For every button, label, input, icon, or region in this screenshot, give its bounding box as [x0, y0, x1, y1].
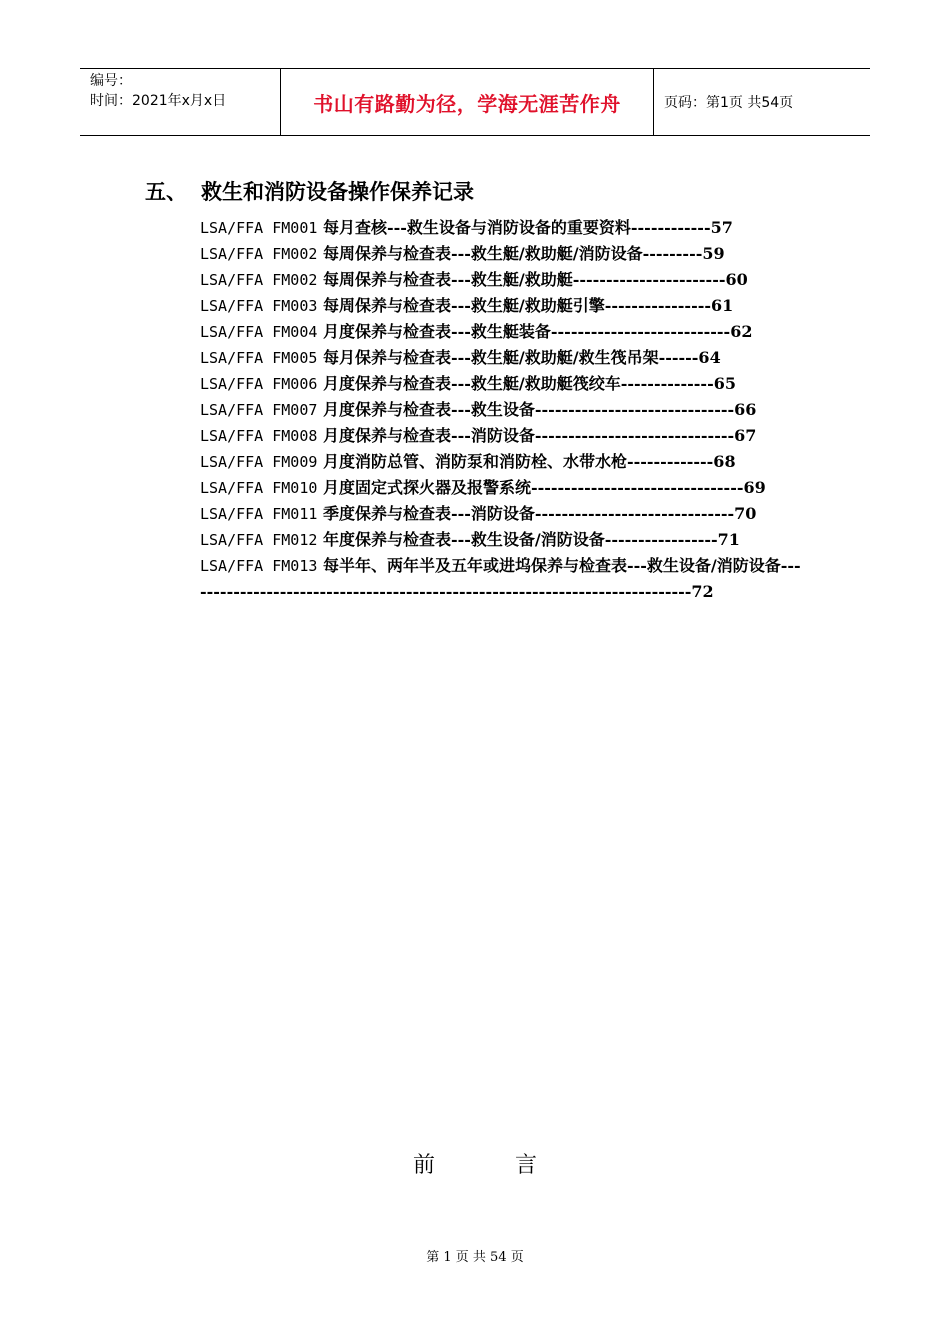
toc-item[interactable] — [200, 241, 806, 267]
header-meta — [80, 69, 281, 135]
foreword-heading: 前言 — [412, 1153, 617, 1178]
toc-item[interactable] — [200, 371, 806, 397]
table-of-contents — [200, 215, 806, 604]
toc-code: LSA/FFA FM011 — [200, 505, 318, 523]
toc-text: 每月查核---救生设备与消防设备的重要资料------------57 — [317, 218, 733, 237]
toc-item[interactable] — [200, 215, 806, 241]
section-number: 五、 — [145, 180, 187, 204]
motto: 书山有路勤为径，学海无涯苦作舟 — [313, 91, 621, 116]
toc-text: 每月保养与检查表---救生艇/救助艇/救生筏吊架------64 — [317, 348, 721, 367]
toc-text: 每周保养与检查表---救生艇/救助艇/消防设备---------59 — [317, 244, 725, 263]
header-motto-cell — [281, 69, 654, 135]
toc-code: LSA/FFA FM006 — [200, 375, 318, 393]
toc-text: 月度固定式探火器及报警系统--------------------------------69 — [317, 478, 766, 497]
toc-text: 每半年、两年半及五年或进坞保养与检查表---救生设备/消防设备-----------------------------------------------------------------------------72 — [200, 556, 801, 601]
time-label: 时间：2021年x月x日 — [90, 93, 227, 109]
toc-item[interactable] — [200, 423, 806, 449]
toc-text: 每周保养与检查表---救生艇/救助艇-----------------------60 — [317, 270, 748, 289]
toc-code: LSA/FFA FM010 — [200, 479, 318, 497]
page-header — [80, 68, 870, 136]
toc-item[interactable] — [200, 475, 806, 501]
toc-item[interactable] — [200, 319, 806, 345]
toc-text: 年度保养与检查表---救生设备/消防设备-----------------71 — [317, 530, 740, 549]
toc-text: 月度消防总管、消防泵和消防栓、水带水枪-------------68 — [317, 452, 736, 471]
toc-code: LSA/FFA FM004 — [200, 323, 318, 341]
toc-item[interactable] — [200, 267, 806, 293]
toc-code: LSA/FFA FM013 — [200, 557, 318, 575]
toc-text: 季度保养与检查表---消防设备------------------------------70 — [317, 504, 757, 523]
toc-code: LSA/FFA FM001 — [200, 219, 318, 237]
page-footer: 第 1 页 共 54 页 — [426, 1250, 524, 1265]
toc-item[interactable] — [200, 397, 806, 423]
toc-text: 月度保养与检查表---救生艇/救助艇筏绞车--------------65 — [317, 374, 736, 393]
toc-text: 月度保养与检查表---救生设备------------------------------66 — [317, 400, 757, 419]
toc-text: 月度保养与检查表---救生艇装备---------------------------62 — [317, 322, 753, 341]
toc-code: LSA/FFA FM012 — [200, 531, 318, 549]
section-title — [145, 176, 474, 206]
number-label: 编号： — [90, 73, 132, 89]
section-title-text: 救生和消防设备操作保养记录 — [201, 180, 474, 204]
toc-code: LSA/FFA FM002 — [200, 245, 318, 263]
header-page-info: 页码：第1页 共54页 — [664, 95, 794, 111]
toc-text: 月度保养与检查表---消防设备------------------------------67 — [317, 426, 757, 445]
toc-item[interactable] — [200, 527, 806, 553]
toc-code: LSA/FFA FM007 — [200, 401, 318, 419]
toc-item[interactable] — [200, 449, 806, 475]
toc-item[interactable] — [200, 553, 806, 604]
toc-item[interactable] — [200, 501, 806, 527]
toc-text: 每周保养与检查表---救生艇/救助艇引擎----------------61 — [317, 296, 734, 315]
toc-item[interactable] — [200, 293, 806, 319]
toc-item[interactable] — [200, 345, 806, 371]
toc-code: LSA/FFA FM005 — [200, 349, 318, 367]
toc-code: LSA/FFA FM008 — [200, 427, 318, 445]
toc-code: LSA/FFA FM002 — [200, 271, 318, 289]
toc-code: LSA/FFA FM003 — [200, 297, 318, 315]
toc-code: LSA/FFA FM009 — [200, 453, 318, 471]
